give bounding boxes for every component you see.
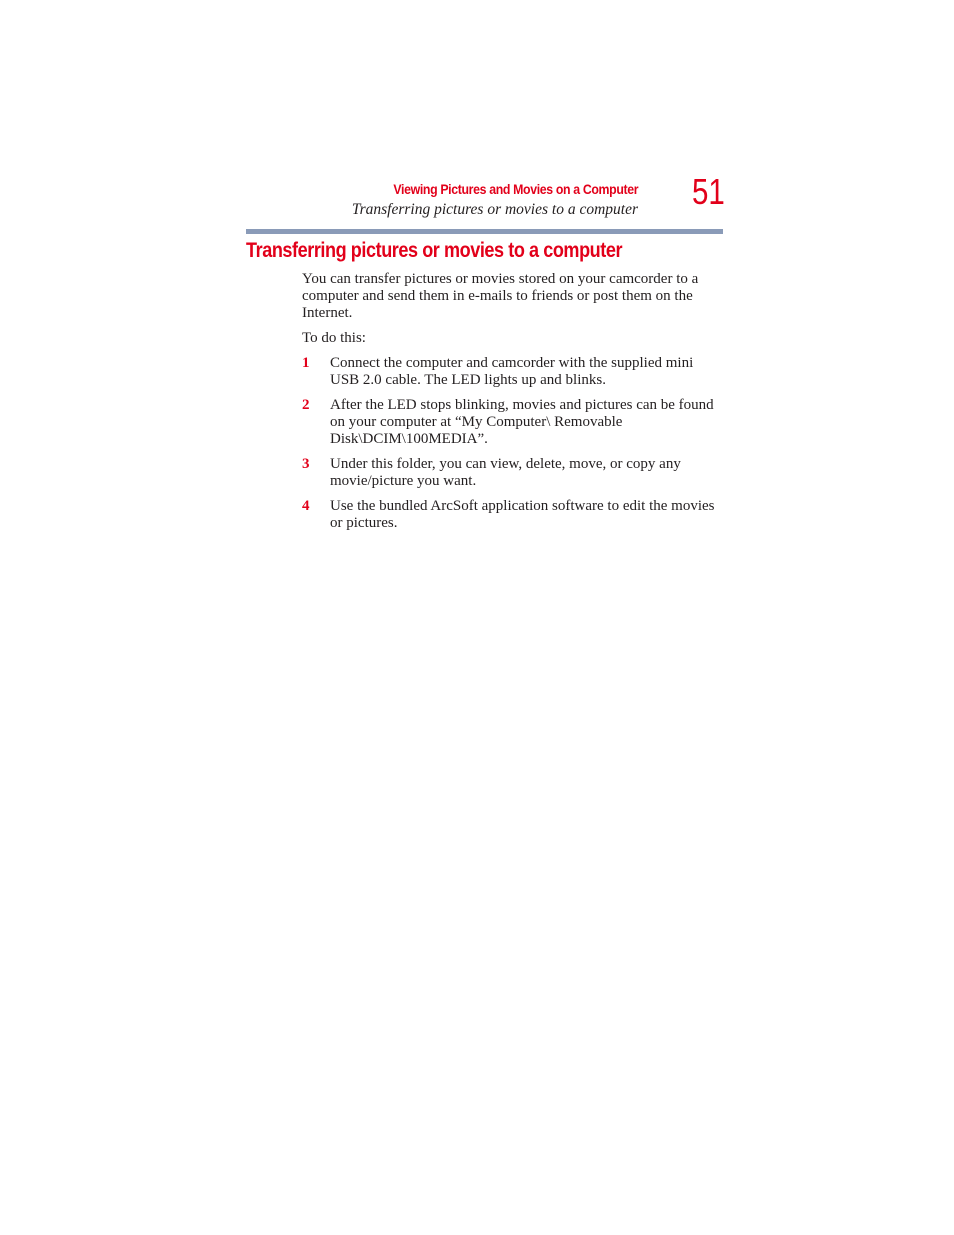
section-body (302, 271, 723, 540)
step-number: 4 (302, 498, 310, 514)
step-item (302, 456, 723, 490)
step-item (302, 498, 723, 532)
step-text: After the LED stops blinking, movies and pictures can be found on your computer at “My Computer\ Removable Disk\DCIM\100MEDIA”. (330, 397, 714, 447)
step-text: Use the bundled ArcSoft application software to edit the movies or pictures. (330, 498, 715, 531)
running-header-chapter: Viewing Pictures and Movies on a Computer (393, 181, 638, 197)
step-item (302, 355, 723, 389)
lead-paragraph: To do this: (302, 330, 366, 346)
running-header-section: Transferring pictures or movies to a computer (351, 201, 638, 218)
section-title: Transferring pictures or movies to a computer (246, 239, 623, 262)
step-item (302, 397, 723, 448)
intro-paragraph: You can transfer pictures or movies stored on your camcorder to a computer and send them in e-mails to friends or post them on the Internet. (302, 271, 699, 321)
steps-list (302, 355, 723, 532)
header-divider (246, 229, 723, 234)
step-text: Under this folder, you can view, delete, move, or copy any movie/picture you want. (330, 456, 681, 489)
step-number: 1 (302, 355, 310, 371)
page-number: 51 (692, 171, 725, 212)
step-number: 2 (302, 397, 310, 413)
step-text: Connect the computer and camcorder with the supplied mini USB 2.0 cable. The LED lights up and blinks. (330, 355, 694, 388)
step-number: 3 (302, 456, 310, 472)
